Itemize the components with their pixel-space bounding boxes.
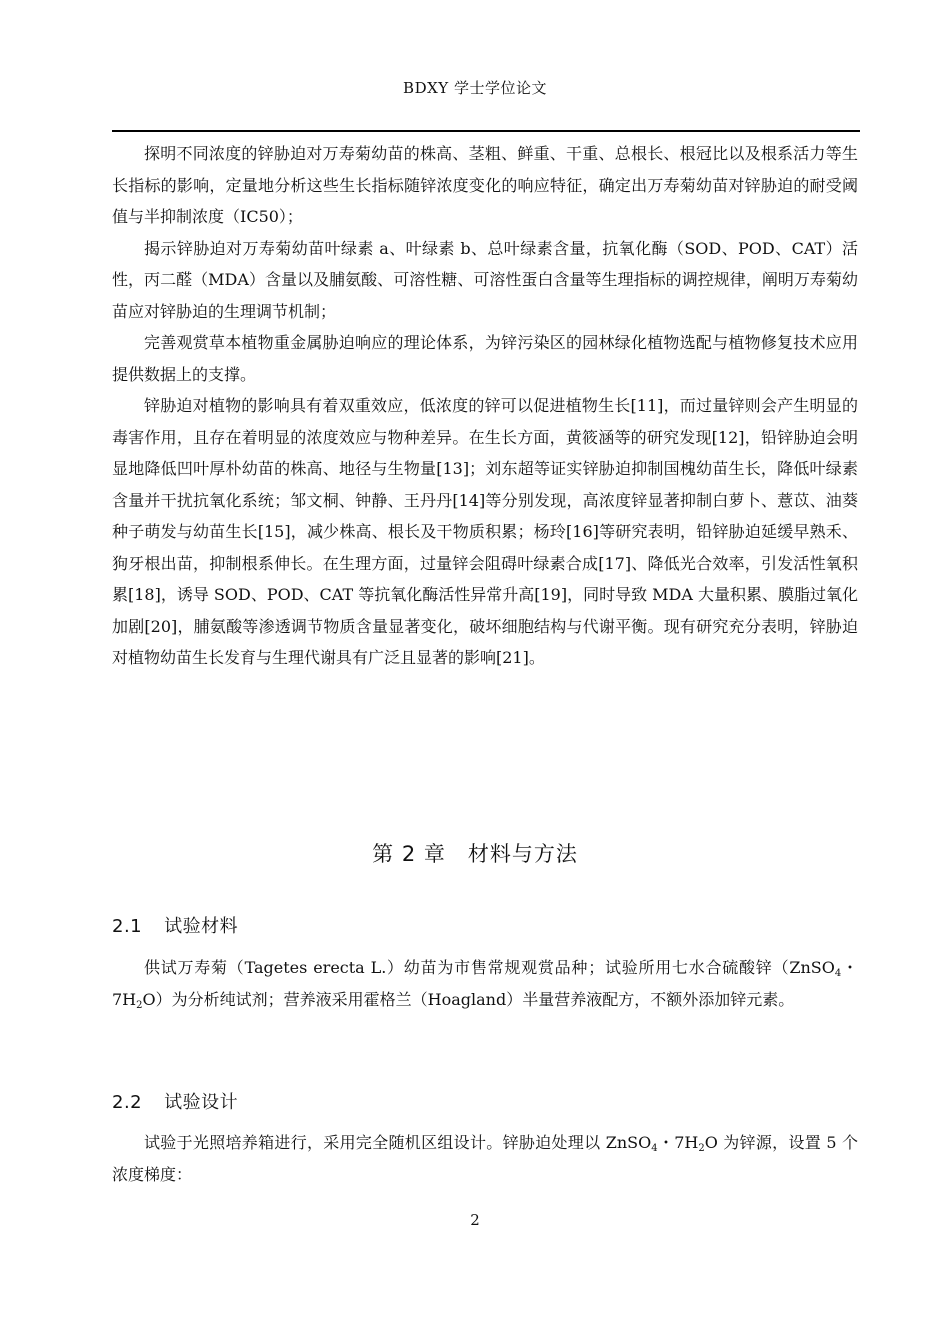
intro-paragraph-literature-review: 锌胁迫对植物的影响具有着双重效应，低浓度的锌可以促进植物生长[11]，而过量锌则会产生明显的毒害作用，且存在着明显的浓度效应与物种差异。在生长方面，黄筱涵等的研究发现[12]，铅锌胁迫会明显地降低凹叶厚朴幼苗的株高、地径与生物量[13]；刘东超等证实锌胁迫抑制国槐幼苗生长，降低叶绿素含量并干扰抗氧化系统；邹文桐、钟静、王丹丹[14]等分别发现，高浓度锌显著抑制白萝卜、薏苡、油葵种子萌发与幼苗生长[15]，减少株高、根长及干物质积累；杨玲[16]等研究表明，铅锌胁迫延缓早熟禾、狗牙根出苗，抑制根系伸长。在生理方面，过量锌会阻碍叶绿素合成[17]、降低光合效率，引发活性氧积累[18]，诱导 SOD、POD、CAT 等抗氧化酶活性异常升高[19]，同时导致 MDA 大量积累、膜脂过氧化加剧[20]，脯氨酸等渗透调节物质含量显著变化，破坏细胞结构与代谢平衡。现有研究充分表明，锌胁迫对植物幼苗生长发育与生理代谢具有广泛且显著的影响[21]。 <box>112 396 859 667</box>
subscript: 2 <box>698 1143 705 1154</box>
intro-paragraph-objective-growth: 探明不同浓度的锌胁迫对万寿菊幼苗的株高、茎粗、鲜重、干重、总根长、根冠比以及根系活力等生长指标的影响，定量地分析这些生长指标随锌浓度变化的响应特征，确定出万寿菊幼苗对锌胁迫的耐受阈值与半抑制浓度（IC50）； <box>112 144 858 226</box>
text-run: 供试万寿菊（Tagetes erecta L.）幼苗为市售常规观赏品种；试验所用七水合硫酸锌（ZnSO <box>144 958 835 977</box>
subscript: 4 <box>651 1143 658 1154</box>
section-number: 2.1 <box>112 916 143 937</box>
intro-paragraph-objective-theory: 完善观赏草本植物重金属胁迫响应的理论体系，为锌污染区的园林绿化植物选配与植物修复技术应用提供数据上的支撑。 <box>112 333 858 384</box>
text-run: ・7H <box>657 1133 699 1152</box>
section-title-text: 试验设计 <box>164 1092 239 1113</box>
section-2-2-text-block <box>112 1127 858 1190</box>
text-run: O）为分析纯试剂；营养液采用霍格兰（Hoagland）半量营养液配方，不额外添加锌元素。 <box>142 989 795 1009</box>
section-2-1-paragraph <box>112 952 858 1015</box>
text-run: 试验于光照培养箱进行，采用完全随机区组设计。锌胁迫处理以 ZnSO <box>144 1133 652 1152</box>
intro-text-block <box>112 138 858 674</box>
subscript: 2 <box>136 999 143 1011</box>
header-rule <box>112 130 860 132</box>
intro-paragraph-objective-physiology: 揭示锌胁迫对万寿菊幼苗叶绿素 a、叶绿素 b、总叶绿素含量，抗氧化酶（SOD、POD、CAT）活性，丙二醛（MDA）含量以及脯氨酸、可溶性糖、可溶性蛋白含量等生理指标的调控规律，阐明万寿菊幼苗应对锌胁迫的生理调节机制； <box>112 238 858 321</box>
subscript: 4 <box>834 968 842 979</box>
section-heading-2-1 <box>112 912 238 938</box>
section-title-text: 试验材料 <box>164 916 239 937</box>
text-run: ・7H <box>112 958 858 1009</box>
running-header: BDXY 学士学位论文 <box>403 79 547 97</box>
section-2-1-text-block <box>112 952 858 1015</box>
section-number: 2.2 <box>112 1092 143 1113</box>
section-2-2-paragraph <box>112 1127 858 1190</box>
page-number: 2 <box>470 1211 480 1229</box>
section-heading-2-2 <box>112 1088 238 1114</box>
text-run: O 为锌源，设置 5 个浓度梯度： <box>112 1133 858 1184</box>
chapter-title: 第 2 章 材料与方法 <box>372 842 578 866</box>
